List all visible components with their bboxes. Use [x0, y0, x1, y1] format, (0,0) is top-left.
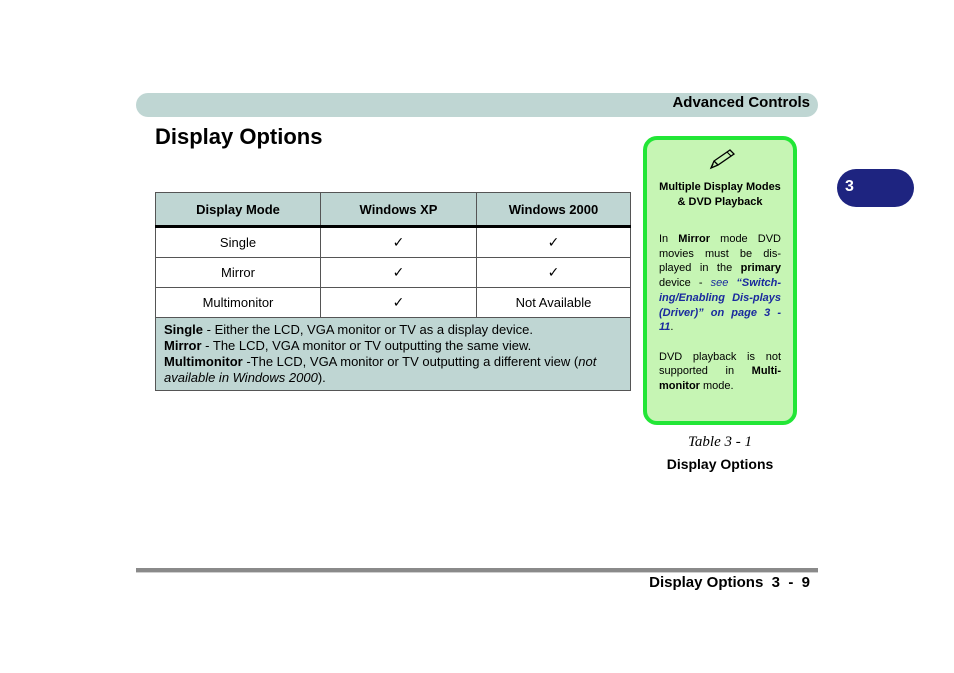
display-options-table [155, 192, 631, 391]
note-bold: Multi-monitor [659, 365, 781, 393]
note-text: mode. [699, 380, 734, 393]
column-header-display-mode: Display Mode [156, 193, 321, 227]
mode-cell: Multimonitor [156, 288, 321, 318]
note-text: . [670, 321, 674, 334]
header-bar [136, 93, 818, 117]
note-text: device - [659, 277, 711, 290]
check-icon: ✓ [321, 258, 477, 288]
check-icon: ✓ [477, 258, 631, 288]
check-icon: ✓ [477, 227, 631, 258]
note-desc-multimonitor: -The LCD, VGA monitor or TV outputting a different view ( [242, 354, 579, 369]
note-term-single: Single [164, 322, 204, 337]
note-text: In [659, 233, 679, 245]
mode-cell: Mirror [156, 258, 321, 288]
table-header-row [156, 193, 631, 227]
table-row [156, 288, 631, 318]
cross-reference-link[interactable]: “Switch-ing/Enabling Dis-plays (Driver)” on page 3 - 11 [659, 277, 781, 334]
section-title: Advanced Controls [672, 94, 810, 111]
note-end-multimonitor: ). [317, 370, 326, 385]
check-icon: ✓ [321, 227, 477, 258]
table-caption-title: Display Options [666, 456, 774, 472]
table-notes [156, 318, 631, 391]
chapter-number: 3 [845, 178, 854, 195]
note-bold: Mirror [678, 233, 711, 245]
note-italic-multimonitor: not available in Windows 2000 [164, 354, 597, 385]
table-caption-number: Table 3 - 1 [687, 434, 753, 450]
note-body [659, 232, 781, 394]
sidebar-note-box [643, 136, 797, 425]
note-desc-mirror: - The LCD, VGA monitor or TV outputting the same view. [201, 338, 532, 353]
note-term-mirror: Mirror [164, 338, 202, 353]
column-header-windows-xp: Windows XP [321, 193, 477, 227]
note-text: DVD playback is not supported in [659, 350, 781, 378]
table-row [156, 227, 631, 258]
note-term-multimonitor: Multimonitor [164, 354, 243, 369]
note-bold: primary [740, 262, 781, 275]
pencil-icon [709, 148, 737, 170]
note-see: see [710, 277, 729, 290]
note-text: mode DVD movies must be dis-played in the [659, 233, 781, 275]
footer-divider-shadow [136, 572, 818, 573]
note-title: Multiple Display Modes & DVD Playback [659, 181, 781, 208]
availability-cell: Not Available [477, 288, 631, 318]
chapter-tab[interactable] [837, 169, 914, 207]
page-title: Display Options [155, 124, 323, 149]
note-desc-single: - Either the LCD, VGA monitor or TV as a display device. [203, 322, 533, 337]
page-footer: Display Options 3 - 9 [649, 574, 810, 591]
column-header-windows-2000: Windows 2000 [477, 193, 631, 227]
table-notes-row [156, 318, 631, 391]
check-icon: ✓ [321, 288, 477, 318]
table-row [156, 258, 631, 288]
mode-cell: Single [156, 227, 321, 258]
